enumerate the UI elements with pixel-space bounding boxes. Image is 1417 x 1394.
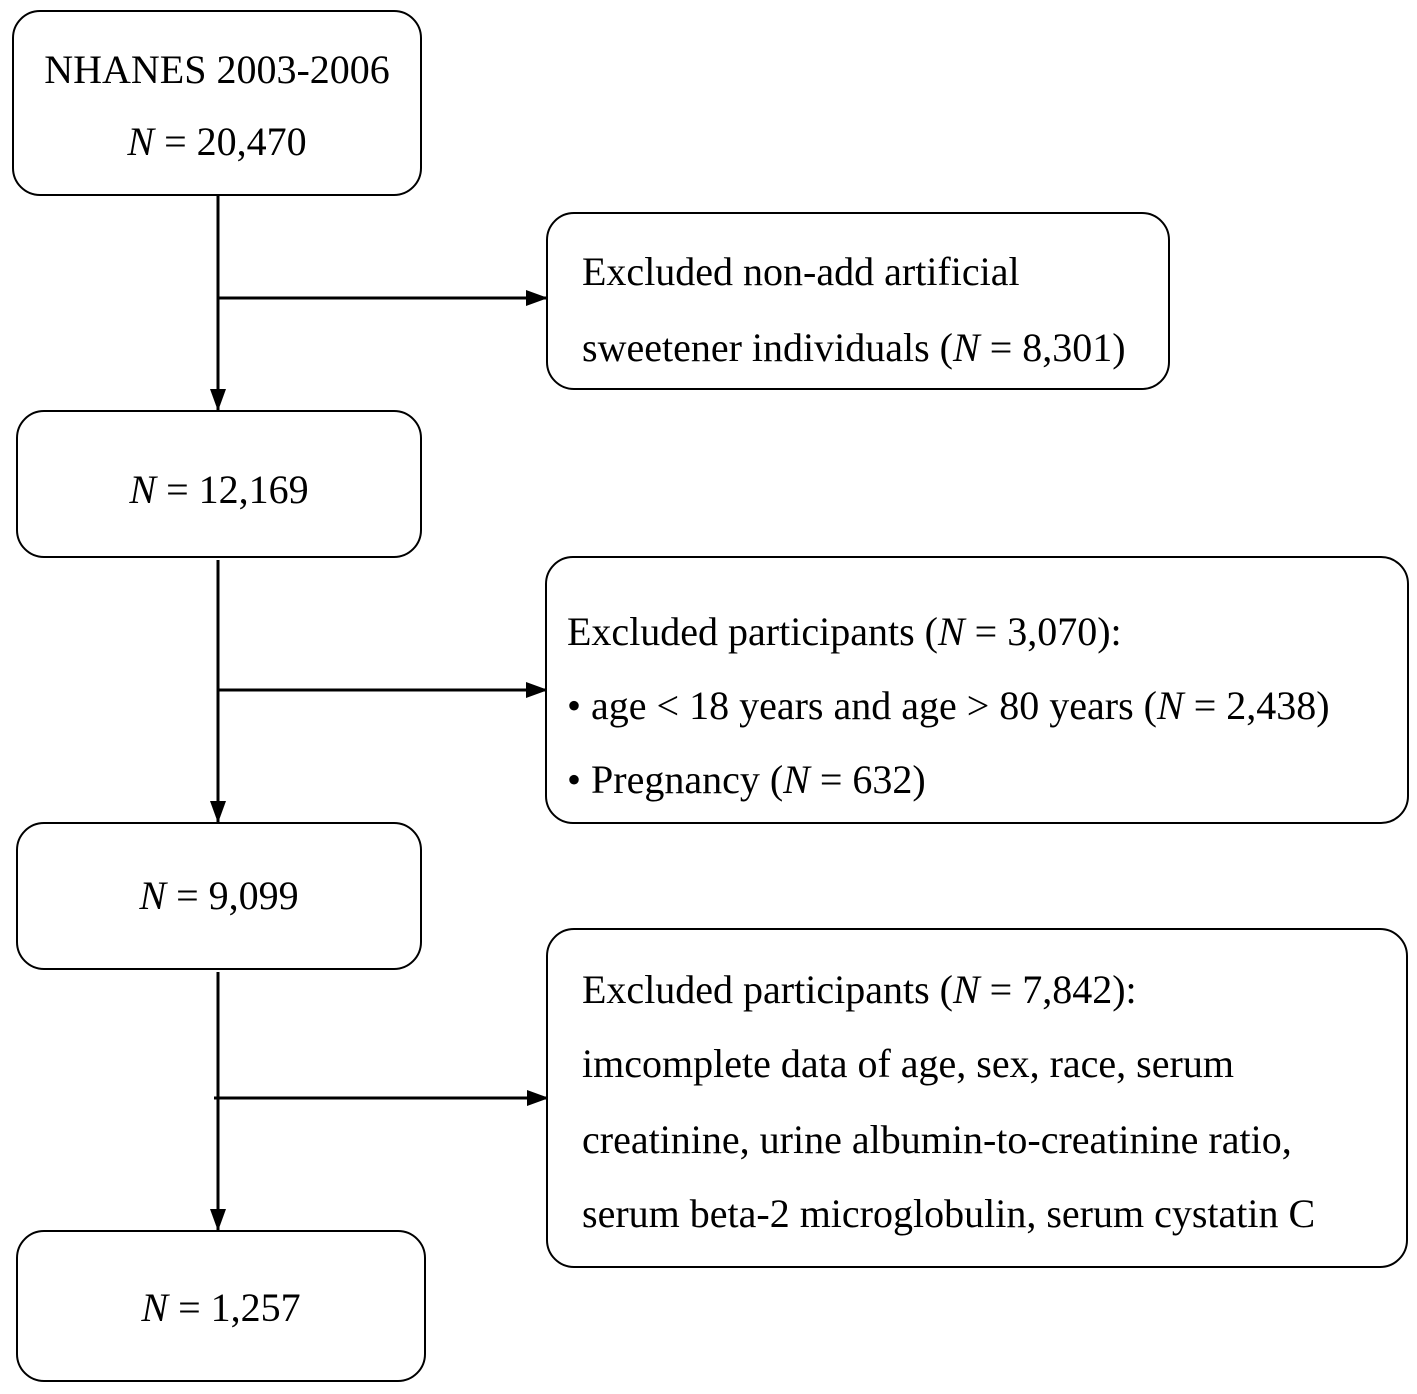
exclusion-incomplete-box xyxy=(546,928,1408,1268)
exclusion-age-line3: • Pregnancy (N = 632) xyxy=(567,757,926,802)
exclusion-age-pregnancy-box xyxy=(545,556,1409,824)
exclusion-sweetener-line1: Excluded non-add artificial xyxy=(582,249,1020,294)
exclusion-age-line1: Excluded participants (N = 3,070): xyxy=(567,609,1122,654)
exclusion-sweetener-box xyxy=(546,212,1170,390)
after-sweetener-n: N = 12,169 xyxy=(129,467,309,512)
exclusion-incomplete-line4: serum beta-2 microglobulin, serum cystatin C xyxy=(582,1191,1316,1236)
exclusion-sweetener-line2: sweetener individuals (N = 8,301) xyxy=(582,325,1126,370)
start-title: NHANES 2003-2006 xyxy=(44,47,390,92)
start-box xyxy=(12,10,422,196)
exclusion-age-line2: • age < 18 years and age > 80 years (N = 2,438) xyxy=(567,683,1330,728)
exclusion-incomplete-line2: imcomplete data of age, sex, race, serum xyxy=(582,1041,1234,1086)
after-sweetener-box xyxy=(16,410,422,558)
exclusion-incomplete-line1: Excluded participants (N = 7,842): xyxy=(582,967,1137,1012)
after-age-pregnancy-box xyxy=(16,822,422,970)
exclusion-incomplete-line3: creatinine, urine albumin-to-creatinine ratio, xyxy=(582,1117,1292,1162)
start-n: N = 20,470 xyxy=(127,119,307,164)
final-n: N = 1,257 xyxy=(141,1285,301,1330)
after-age-pregnancy-n: N = 9,099 xyxy=(139,873,299,918)
final-box xyxy=(16,1230,426,1382)
